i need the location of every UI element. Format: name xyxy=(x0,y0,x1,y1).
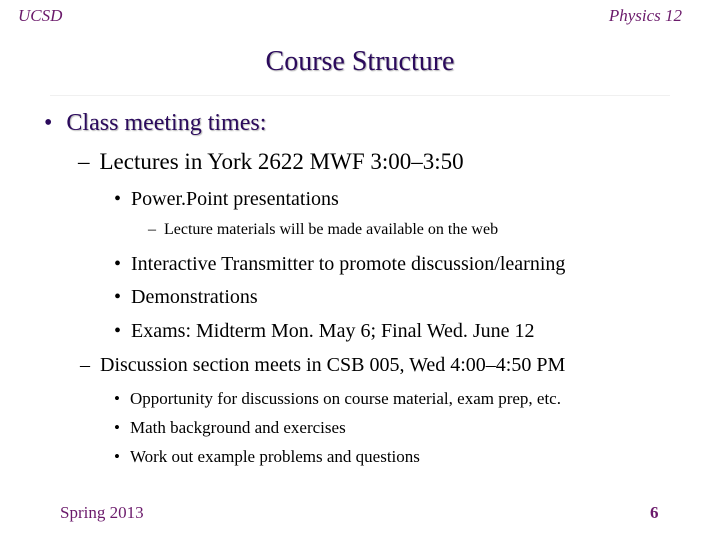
sub-bullet-example-problems xyxy=(114,447,420,467)
dash-icon: – xyxy=(80,354,90,376)
sub-dash-lecture-materials xyxy=(148,221,498,239)
bullet-icon: • xyxy=(114,188,122,210)
dash-icon: – xyxy=(148,221,156,238)
dash-text: Lectures in York 2622 MWF 3:00–3:50 xyxy=(99,149,464,174)
sub-bullet-text: Opportunity for discussions on course material, exam prep, etc. xyxy=(129,389,561,408)
bullet-icon: • xyxy=(114,447,120,466)
bullet-text: Class meeting times: xyxy=(66,110,267,136)
bullet-icon: • xyxy=(114,389,120,408)
sub-bullet-interactive-transmitter xyxy=(114,253,565,276)
sub-bullet-text: Exams: Midterm Mon. May 6; Final Wed. June 12 xyxy=(131,320,535,342)
header-right: Physics 12 xyxy=(608,6,682,25)
bullet-icon: • xyxy=(44,110,53,136)
slide-title: Course Structure xyxy=(265,46,455,77)
sub-bullet-powerpoint xyxy=(114,188,339,211)
sub-bullet-text: Math background and exercises xyxy=(129,418,346,437)
sub-bullet-math-background xyxy=(114,418,346,438)
sub-bullet-text: Demonstrations xyxy=(131,286,258,308)
dash-icon: – xyxy=(78,149,90,174)
dash-text: Discussion section meets in CSB 005, Wed 4:00–4:50 PM xyxy=(100,354,566,376)
sub-bullet-text: Interactive Transmitter to promote discussion/learning xyxy=(131,253,566,275)
header-left: UCSD xyxy=(18,6,63,25)
sub-bullet-opportunity xyxy=(114,389,561,409)
dash-item-discussion-section xyxy=(80,354,565,377)
bullet-icon: • xyxy=(114,253,122,275)
bullet-icon: • xyxy=(114,418,120,437)
title-divider xyxy=(50,95,670,96)
bullet-icon: • xyxy=(114,286,122,308)
bullet-icon: • xyxy=(114,320,122,342)
dash-item-lectures xyxy=(78,149,464,175)
sub-bullet-text: Power.Point presentations xyxy=(131,188,339,210)
sub-bullet-exams xyxy=(114,320,535,343)
bullet-class-meeting-times xyxy=(44,110,266,137)
footer-term: Spring 2013 xyxy=(60,503,144,522)
page-number: 6 xyxy=(650,503,659,522)
sub-bullet-demonstrations xyxy=(114,286,258,309)
sub-bullet-text: Work out example problems and questions xyxy=(129,447,420,466)
sub-dash-text: Lecture materials will be made available on the web xyxy=(164,221,499,238)
